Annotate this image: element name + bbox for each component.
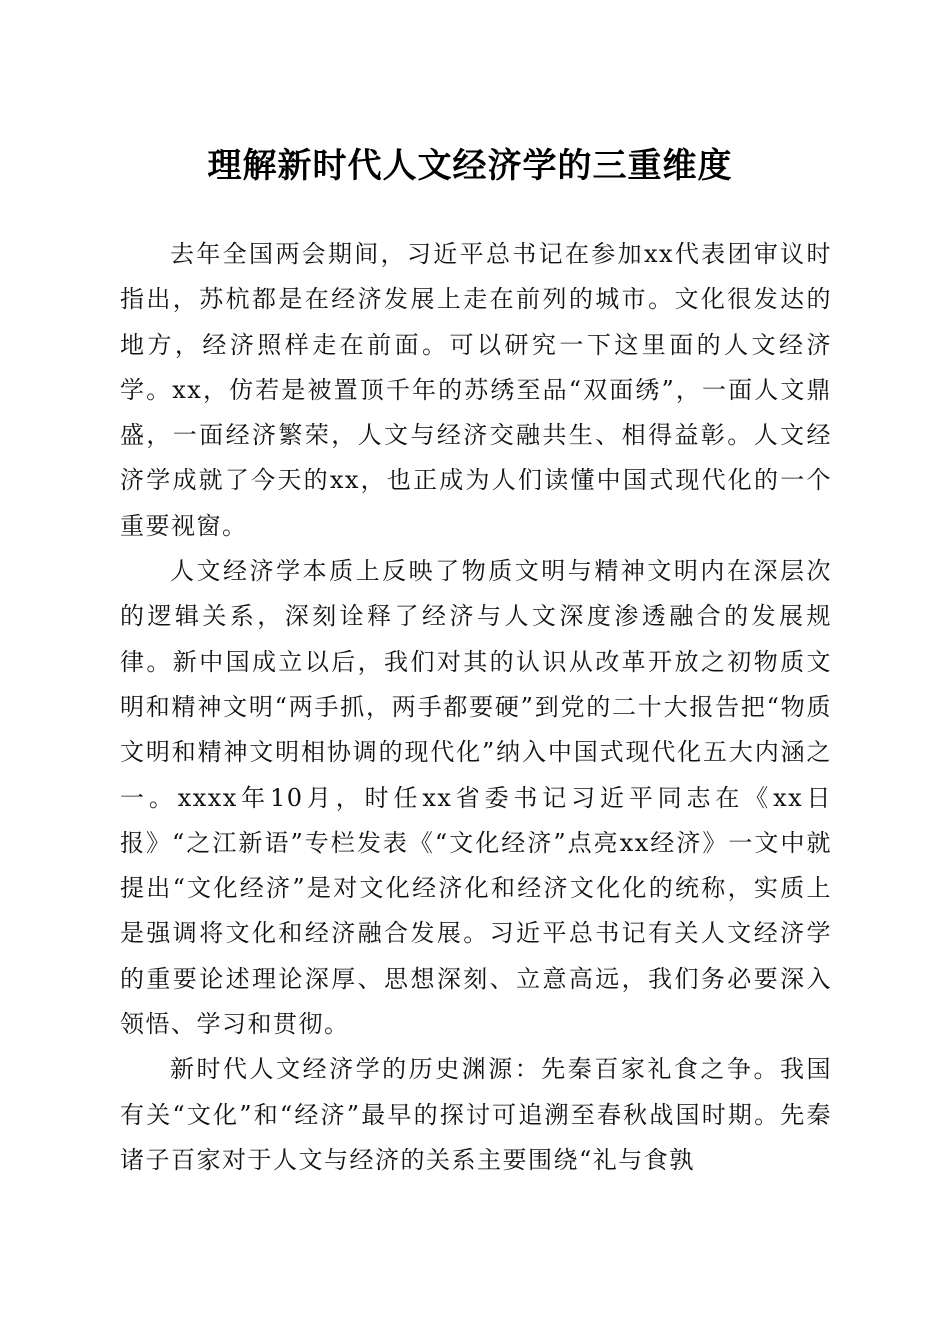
paragraph: 人文经济学本质上反映了物质文明与精神文明内在深层次的逻辑关系，深刻诠释了经济与人文深度渗透融合的发展规律。新中国成立以后，我们对其的认识从改革开放之初物质文明和精神文明“两手抓，两手都要硬”到党的二十大报告把“物质文明和精神文明相协调的现代化”纳入中国式现代化五大内涵之一。xxxx年10月，时任xx省委书记习近平同志在《xx日报》“之江新语”专栏发表《“文化经济”点亮xx经济》一文中就提出“文化经济”是对文化经济化和经济文化化的统称，实质上是强调将文化和经济融合发展。习近平总书记有关人文经济学的重要论述理论深厚、思想深刻、立意高远，我们务必要深入领悟、学习和贯彻。 xyxy=(120,557,832,1039)
document-title: 理解新时代人文经济学的三重维度 xyxy=(207,146,733,186)
paragraph: 新时代人文经济学的历史渊源：先秦百家礼食之争。我国有关“文化”和“经济”最早的探讨可追溯至春秋战国时期。先秦诸子百家对于人文与经济的关系主要围绕“礼与食孰 xyxy=(120,1055,832,1174)
document-body xyxy=(120,232,832,1183)
paragraph: 去年全国两会期间，习近平总书记在参加xx代表团审议时指出，苏杭都是在经济发展上走在前列的城市。文化很发达的地方，经济照样走在前面。可以研究一下这里面的人文经济学。xx，仿若是被置顶千年的苏绣至品“双面绣”，一面人文鼎盛，一面经济繁荣，人文与经济交融共生、相得益彰。人文经济学成就了今天的xx，也正成为人们读懂中国式现代化的一个重要视窗。 xyxy=(120,240,832,540)
